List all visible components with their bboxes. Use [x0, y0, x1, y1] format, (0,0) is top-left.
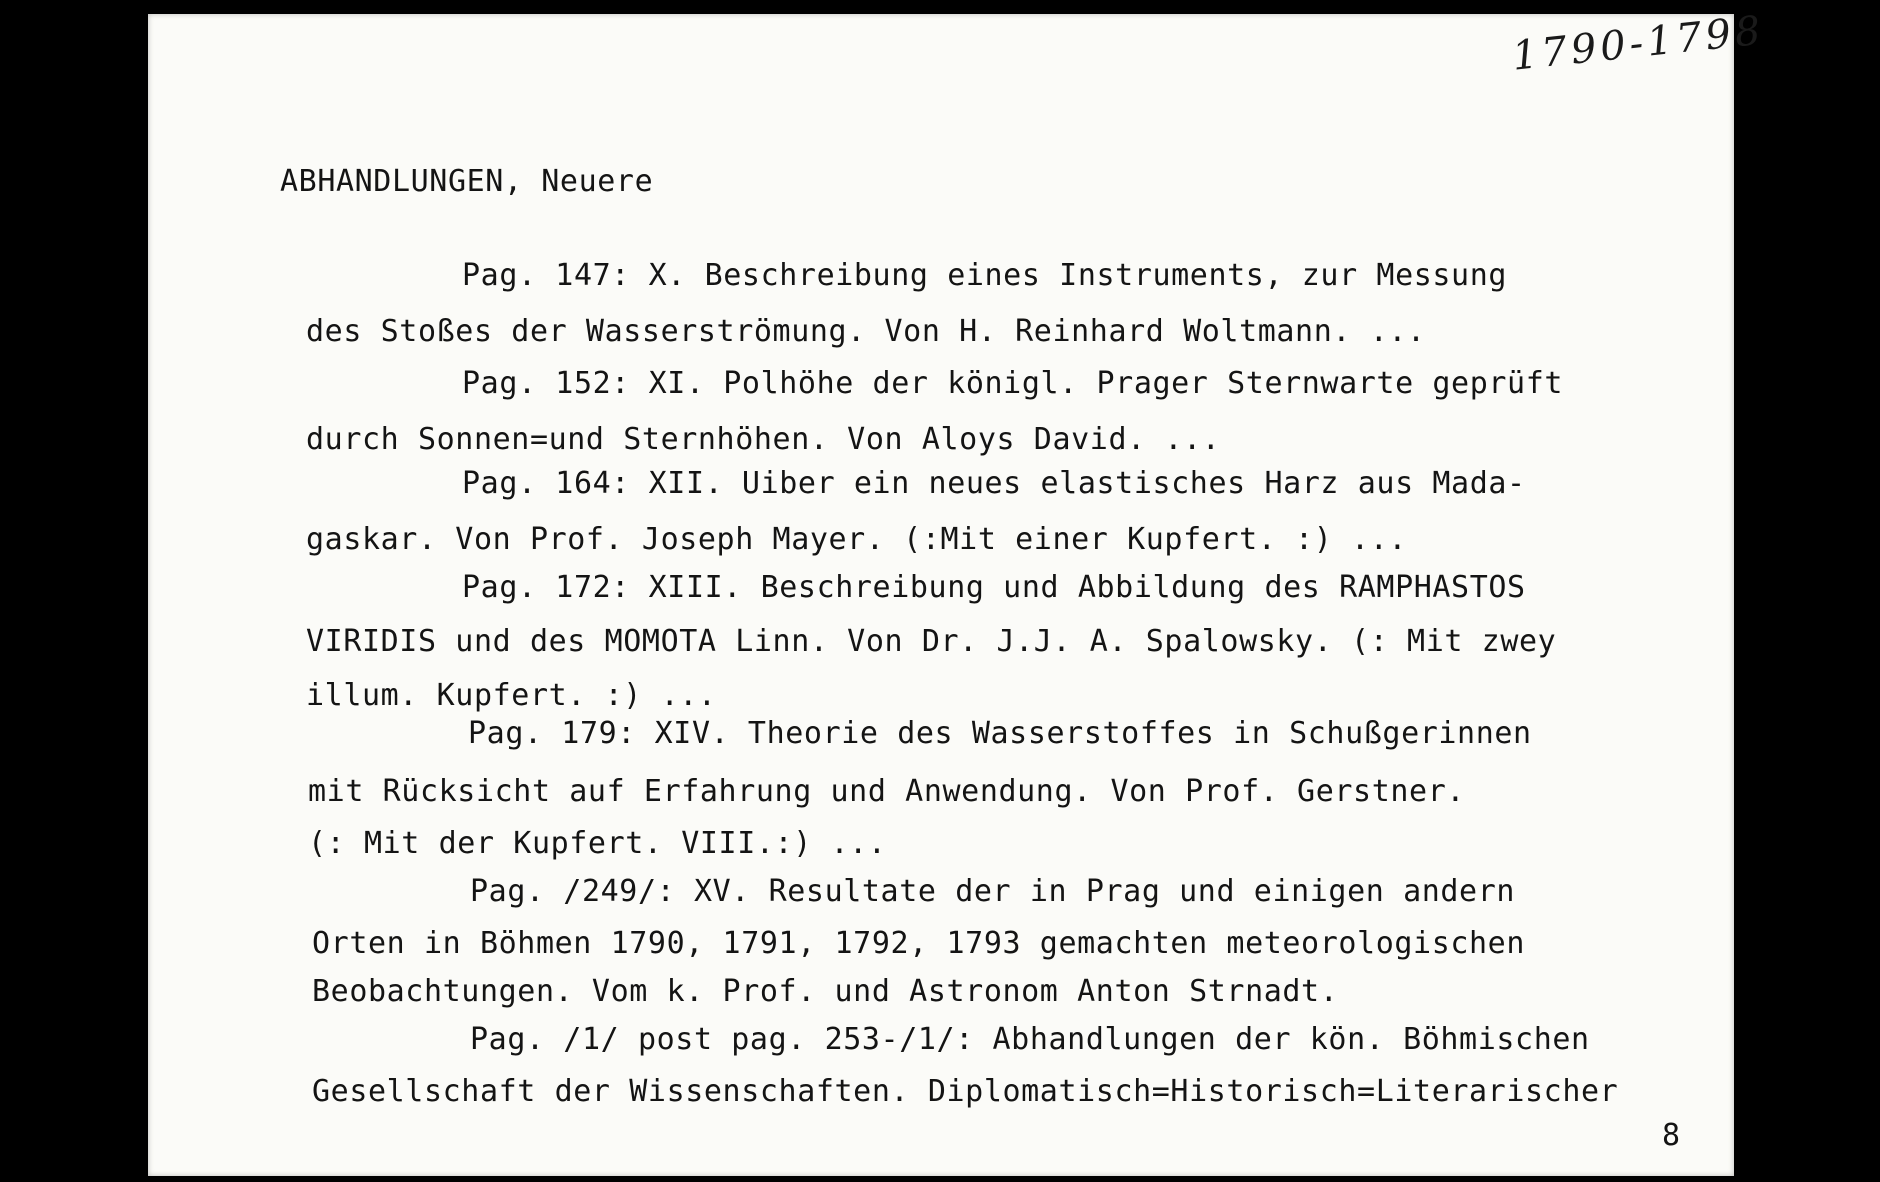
- entry-line: Orten in Böhmen 1790, 1791, 1792, 1793 gemachten meteorologischen: [312, 926, 1525, 961]
- entry-line: Gesellschaft der Wissenschaften. Diplomatisch=Historisch=Literarischer: [312, 1074, 1619, 1109]
- entry-line: illum. Kupfert. :) ...: [306, 678, 717, 713]
- entry-line: Pag. /1/ post pag. 253-/1/: Abhandlungen der kön. Böhmischen: [470, 1022, 1590, 1057]
- handwritten-signature: 1790-1798: [1510, 7, 1767, 80]
- entry-line: durch Sonnen=und Sternhöhen. Von Aloys David. ...: [306, 422, 1221, 457]
- entry-line: Pag. 172: XIII. Beschreibung und Abbildung des RAMPHASTOS: [462, 570, 1526, 605]
- entry-line: mit Rücksicht auf Erfahrung und Anwendung. Von Prof. Gerstner.: [308, 774, 1466, 809]
- entry-line: Pag. 147: X. Beschreibung eines Instruments, zur Messung: [462, 258, 1508, 293]
- entry-line: VIRIDIS und des MOMOTA Linn. Von Dr. J.J. A. Spalowsky. (: Mit zwey: [306, 624, 1557, 659]
- entry-line: des Stoßes der Wasserströmung. Von H. Reinhard Woltmann. ...: [306, 314, 1426, 349]
- entry-line: (: Mit der Kupfert. VIII.:) ...: [308, 826, 887, 861]
- entry-line: gaskar. Von Prof. Joseph Mayer. (:Mit einer Kupfert. :) ...: [306, 522, 1408, 557]
- entry-line: Pag. 179: XIV. Theorie des Wasserstoffes in Schußgerinnen: [468, 716, 1532, 751]
- card-heading: ABHANDLUNGEN, Neuere: [280, 164, 654, 199]
- entry-line: Pag. 152: XI. Polhöhe der königl. Prager Sternwarte geprüft: [462, 366, 1564, 401]
- page-number: 8: [1662, 1118, 1681, 1153]
- entry-line: Beobachtungen. Vom k. Prof. und Astronom Anton Strnadt.: [312, 974, 1339, 1009]
- entry-line: Pag. /249/: XV. Resultate der in Prag und einigen andern: [470, 874, 1516, 909]
- catalog-card: [148, 7, 1767, 1176]
- entry-line: Pag. 164: XII. Uiber ein neues elastisches Harz aus Mada-: [462, 466, 1526, 501]
